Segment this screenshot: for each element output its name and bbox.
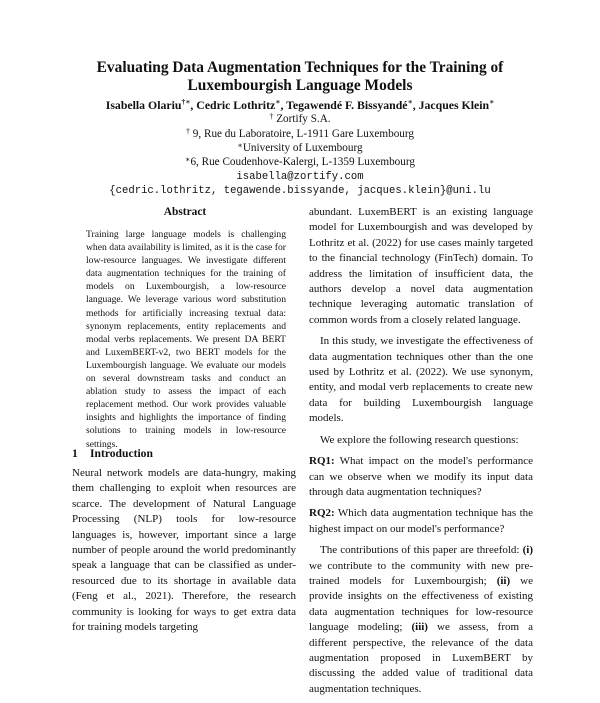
affiliation-text: 6, Rue Coudenhove-Kalergi, L-1359 Luxembourg: [190, 156, 415, 168]
rq-text: What impact on the model's performance can we observe when we modify its input data through data augmentation techniques?: [309, 455, 533, 498]
affiliation-mark: †: [269, 112, 274, 121]
affiliation-mark: ∗: [237, 141, 243, 150]
research-question-1: [309, 454, 533, 500]
author-email: isabella@zortify.com: [236, 171, 364, 183]
rq-text: Which data augmentation technique has the highest impact on our model's performance?: [309, 507, 534, 535]
section-heading-introduction: [72, 447, 153, 460]
rq-label: RQ2:: [309, 507, 335, 520]
author-list: Isabella Olariu†∗, Cedric Lothritz∗, Tegawendé F. Bissyandé∗, Jacques Klein∗: [105, 97, 495, 112]
paper-title: [60, 59, 540, 95]
contributions-intro: The contributions of this paper are threefold:: [320, 544, 520, 557]
research-question-2: [309, 506, 533, 537]
contribution-label: (ii): [496, 574, 511, 587]
paragraph: In this study, we investigate the effectiveness of data augmentation techniques other than the one used by Lothritz et al. (2022). We use synonym, entity, and modal verb replacements to create new data for building Luxembourgish language models.: [309, 335, 533, 425]
author-mark: ∗: [275, 97, 281, 107]
contributions-paragraph: [309, 543, 533, 697]
author-mark: ∗: [489, 97, 495, 107]
affiliation-text: Zortify S.A.: [276, 113, 331, 125]
paragraph: We explore the following research questions:: [320, 433, 519, 446]
affiliation-text: University of Luxembourg: [242, 142, 363, 154]
author-name: Tegawendé F. Bissyandé: [286, 98, 408, 112]
affiliation-text: 9, Rue du Laboratoire, L-1911 Gare Luxembourg: [192, 128, 414, 140]
abstract-body: Training large language models is challenging when data availability is limited, as it is the case for low-resource languages. We investigate different data augmentation techniques for the training of models on Luxembourgish, a low-resource language. We leverage various word substitution methods for artificially increasing textual data: synonym replacements, entity replacements and modal verbs replacements. We present DA BERT and LuxemBERT-v2, two BERT models for the Luxembourgish language. We evaluate our models on several downstream tasks and conduct an ablation study to assess the impact of each replacement method. Our work provides valuable insights and highlights the importance of finding solutions to training models in low-resource settings.: [86, 229, 286, 450]
title-line-2: Luxembourgish Language Models: [187, 77, 413, 94]
author-name: Jacques Klein: [418, 98, 490, 112]
introduction-body: Neural network models are data-hungry, making them challenging to exploit when resources are scarce. The development of Natural Language Processing (NLP) tools for low-resource languages is, however, important since a large number of people around the world predominantly speak a language that can be classified as under-resourced due to its shortage in available data (Feng et al., 2021). Therefore, the research community is looking for ways to get extra data for training models targeting: [72, 467, 296, 634]
affiliation-3: [40, 141, 560, 156]
contribution-text: we provide insights on the effectiveness of existing data augmentation techniques for low-resource language modeling;: [309, 574, 533, 634]
affiliation-mark: ∗: [185, 155, 191, 164]
abstract-heading: Abstract: [163, 206, 207, 218]
affiliation-2: [40, 127, 560, 142]
section-title: Introduction: [90, 447, 153, 460]
contribution-label: (iii): [411, 621, 428, 634]
author-mark: †∗: [181, 97, 191, 107]
title-line-1: Evaluating Data Augmentation Techniques for the Training of: [96, 59, 504, 76]
affiliation-mark: †: [186, 127, 190, 136]
affiliation-4: [40, 155, 560, 170]
paragraph: abundant. LuxemBERT is an existing language model for Luxembourgish and was developed by Lothritz et al. (2022) for use cases mainly targeted to the financial technology (FinTech) domain. To address the limitation of insufficient data, the authors develop a novel data augmentation technique leveraging automatic translation of common words from a closely related language.: [309, 206, 533, 326]
author-name: Cedric Lothritz: [196, 98, 276, 112]
contribution-label: (i): [522, 544, 534, 557]
author-mark: ∗: [407, 97, 413, 107]
affiliation-1: [40, 112, 560, 127]
contribution-text: we contribute to the community with new pre-trained models for Luxembourgish;: [309, 559, 533, 587]
section-number: 1: [72, 447, 78, 460]
coauthor-emails: {cedric.lothritz, tegawende.bissyande, jacques.klein}@uni.lu: [109, 185, 491, 197]
rq-label: RQ1:: [309, 455, 335, 468]
right-column: [309, 205, 533, 703]
author-name: Isabella Olariu: [105, 98, 182, 112]
contribution-text: we assess, from a different perspective, the relevance of the data augmentation proposed in LuxemBERT by discussing the added value of traditional data augmentation techniques.: [309, 621, 534, 695]
